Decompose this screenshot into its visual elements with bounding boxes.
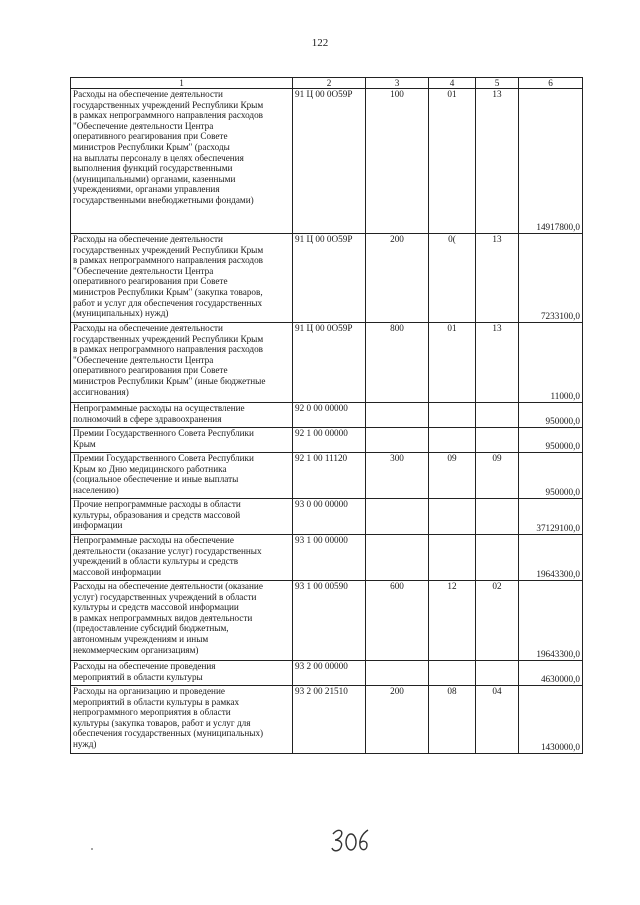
table-row [71,499,583,535]
table-row [71,89,583,234]
budget-table [70,77,583,754]
row-name: Непрограммные расходы на обеспечение деятельности (оказание услуг) государственных учреждений в области культуры и средств массовой информации [73,535,262,577]
row-name: Непрограммные расходы на осуществление полномочий в сфере здравоохранения [73,403,245,424]
row-amount: 37129100,0 [536,523,580,534]
row-expense-type: 100 [390,89,404,99]
header-row [71,78,583,89]
row-section: 01 [447,323,457,333]
row-name: Расходы на обеспечение проведения мероприятий в области культуры [73,661,216,682]
column-header: 4 [429,78,476,89]
column-header: 2 [293,78,366,89]
row-section: 08 [447,686,457,696]
row-name: Расходы на обеспечение деятельности государственных учреждений Республики Крым в рамках непрограммного направления расходов "Обеспечение деятельности Центра оперативного реагирования при Совете министров Республики Крым" (расходы на выплаты персоналу в целях обеспечения выполнения функций государственными (муниципальными) органами, казенными учреждениями, органами управления государственными внебюджетными фондами) [73,89,264,205]
table-row [71,535,583,581]
row-amount: 4630000,0 [540,674,580,685]
row-code: 91 Ц 00 0О59Р [295,234,353,244]
row-name: Расходы на обеспечение деятельности (оказание услуг) государственных учреждений в области культуры и средств массовой информации в рамках непрограммных видов деятельности (предоставление субсидий бюджетным, автономным учреждениям и иным некоммерческим организациям) [73,581,263,655]
row-amount: 950000,0 [545,441,580,452]
row-name: Премии Государственного Совета Республики Крым ко Дню медицинского работника (социальное обеспечение и иные выплаты населению) [73,453,254,495]
row-name: Расходы на обеспечение деятельности государственных учреждений Республики Крым в рамках непрограммного направления расходов "Обеспечение деятельности Центра оперативного реагирования при Совете министров Республики Крым" (закупка товаров, работ и услуг для обеспечения государственных (муниципальных) нужд) [73,234,264,319]
scan-speck [91,848,93,850]
row-name: Расходы на организацию и проведение мероприятий в области культуры в рамках непрограммного мероприятия в области культуры (закупка товаров, работ и услуг для обеспечения государственных (муниципальных) нужд) [73,686,264,749]
row-section: 12 [447,581,457,591]
table-row [71,581,583,661]
row-expense-type: 200 [390,234,404,244]
row-code: 93 1 00 00590 [295,581,348,591]
handwritten-page-mark [330,826,370,854]
row-name: Премии Государственного Совета Республики Крым [73,428,254,449]
page-number: 122 [311,37,329,49]
table-row [71,661,583,686]
row-subsection: 13 [492,323,502,333]
row-section: 09 [447,453,457,463]
row-section: 0( [448,234,456,244]
row-name: Расходы на обеспечение деятельности государственных учреждений Республики Крым в рамках непрограммного направления расходов "Обеспечение деятельности Центра оперативного реагирования при Совете министров Республики Крым" (иные бюджетные ассигнования) [73,323,266,397]
column-header: 6 [519,78,583,89]
row-amount: 11000,0 [550,391,580,402]
row-amount: 14917800,0 [536,222,580,233]
row-name: Прочие непрограммные расходы в области культуры, образования и средств массовой информации [73,499,241,531]
row-code: 91 Ц 00 0О59Р [295,89,353,99]
row-code: 93 2 00 21510 [295,686,348,696]
table-row [71,323,583,403]
table-row [71,428,583,453]
row-section: 01 [447,89,457,99]
column-header: 1 [71,78,293,89]
table-row [71,403,583,428]
row-code: 92 1 00 00000 [295,428,348,438]
column-header: 5 [476,78,519,89]
row-expense-type: 800 [390,323,404,333]
table-row [71,686,583,754]
row-amount: 7233100,0 [540,311,580,322]
row-amount: 1430000,0 [540,742,580,753]
row-code: 92 0 00 00000 [295,403,348,413]
table-row [71,234,583,323]
row-amount: 950000,0 [545,416,580,427]
row-subsection: 09 [492,453,502,463]
row-amount: 950000,0 [545,487,580,498]
row-subsection: 04 [492,686,502,696]
column-header: 3 [366,78,429,89]
row-subsection: 02 [492,581,502,591]
row-code: 91 Ц 00 0О59Р [295,323,353,333]
row-subsection: 13 [492,234,502,244]
row-code: 93 1 00 00000 [295,535,348,545]
row-amount: 19643300,0 [536,649,580,660]
row-code: 93 2 00 00000 [295,661,348,671]
table-row [71,453,583,499]
row-code: 92 1 00 11120 [295,453,348,463]
row-expense-type: 200 [390,686,404,696]
row-expense-type: 300 [390,453,404,463]
row-code: 93 0 00 00000 [295,499,348,509]
row-subsection: 13 [492,89,502,99]
row-amount: 19643300,0 [536,569,580,580]
row-expense-type: 600 [390,581,404,591]
